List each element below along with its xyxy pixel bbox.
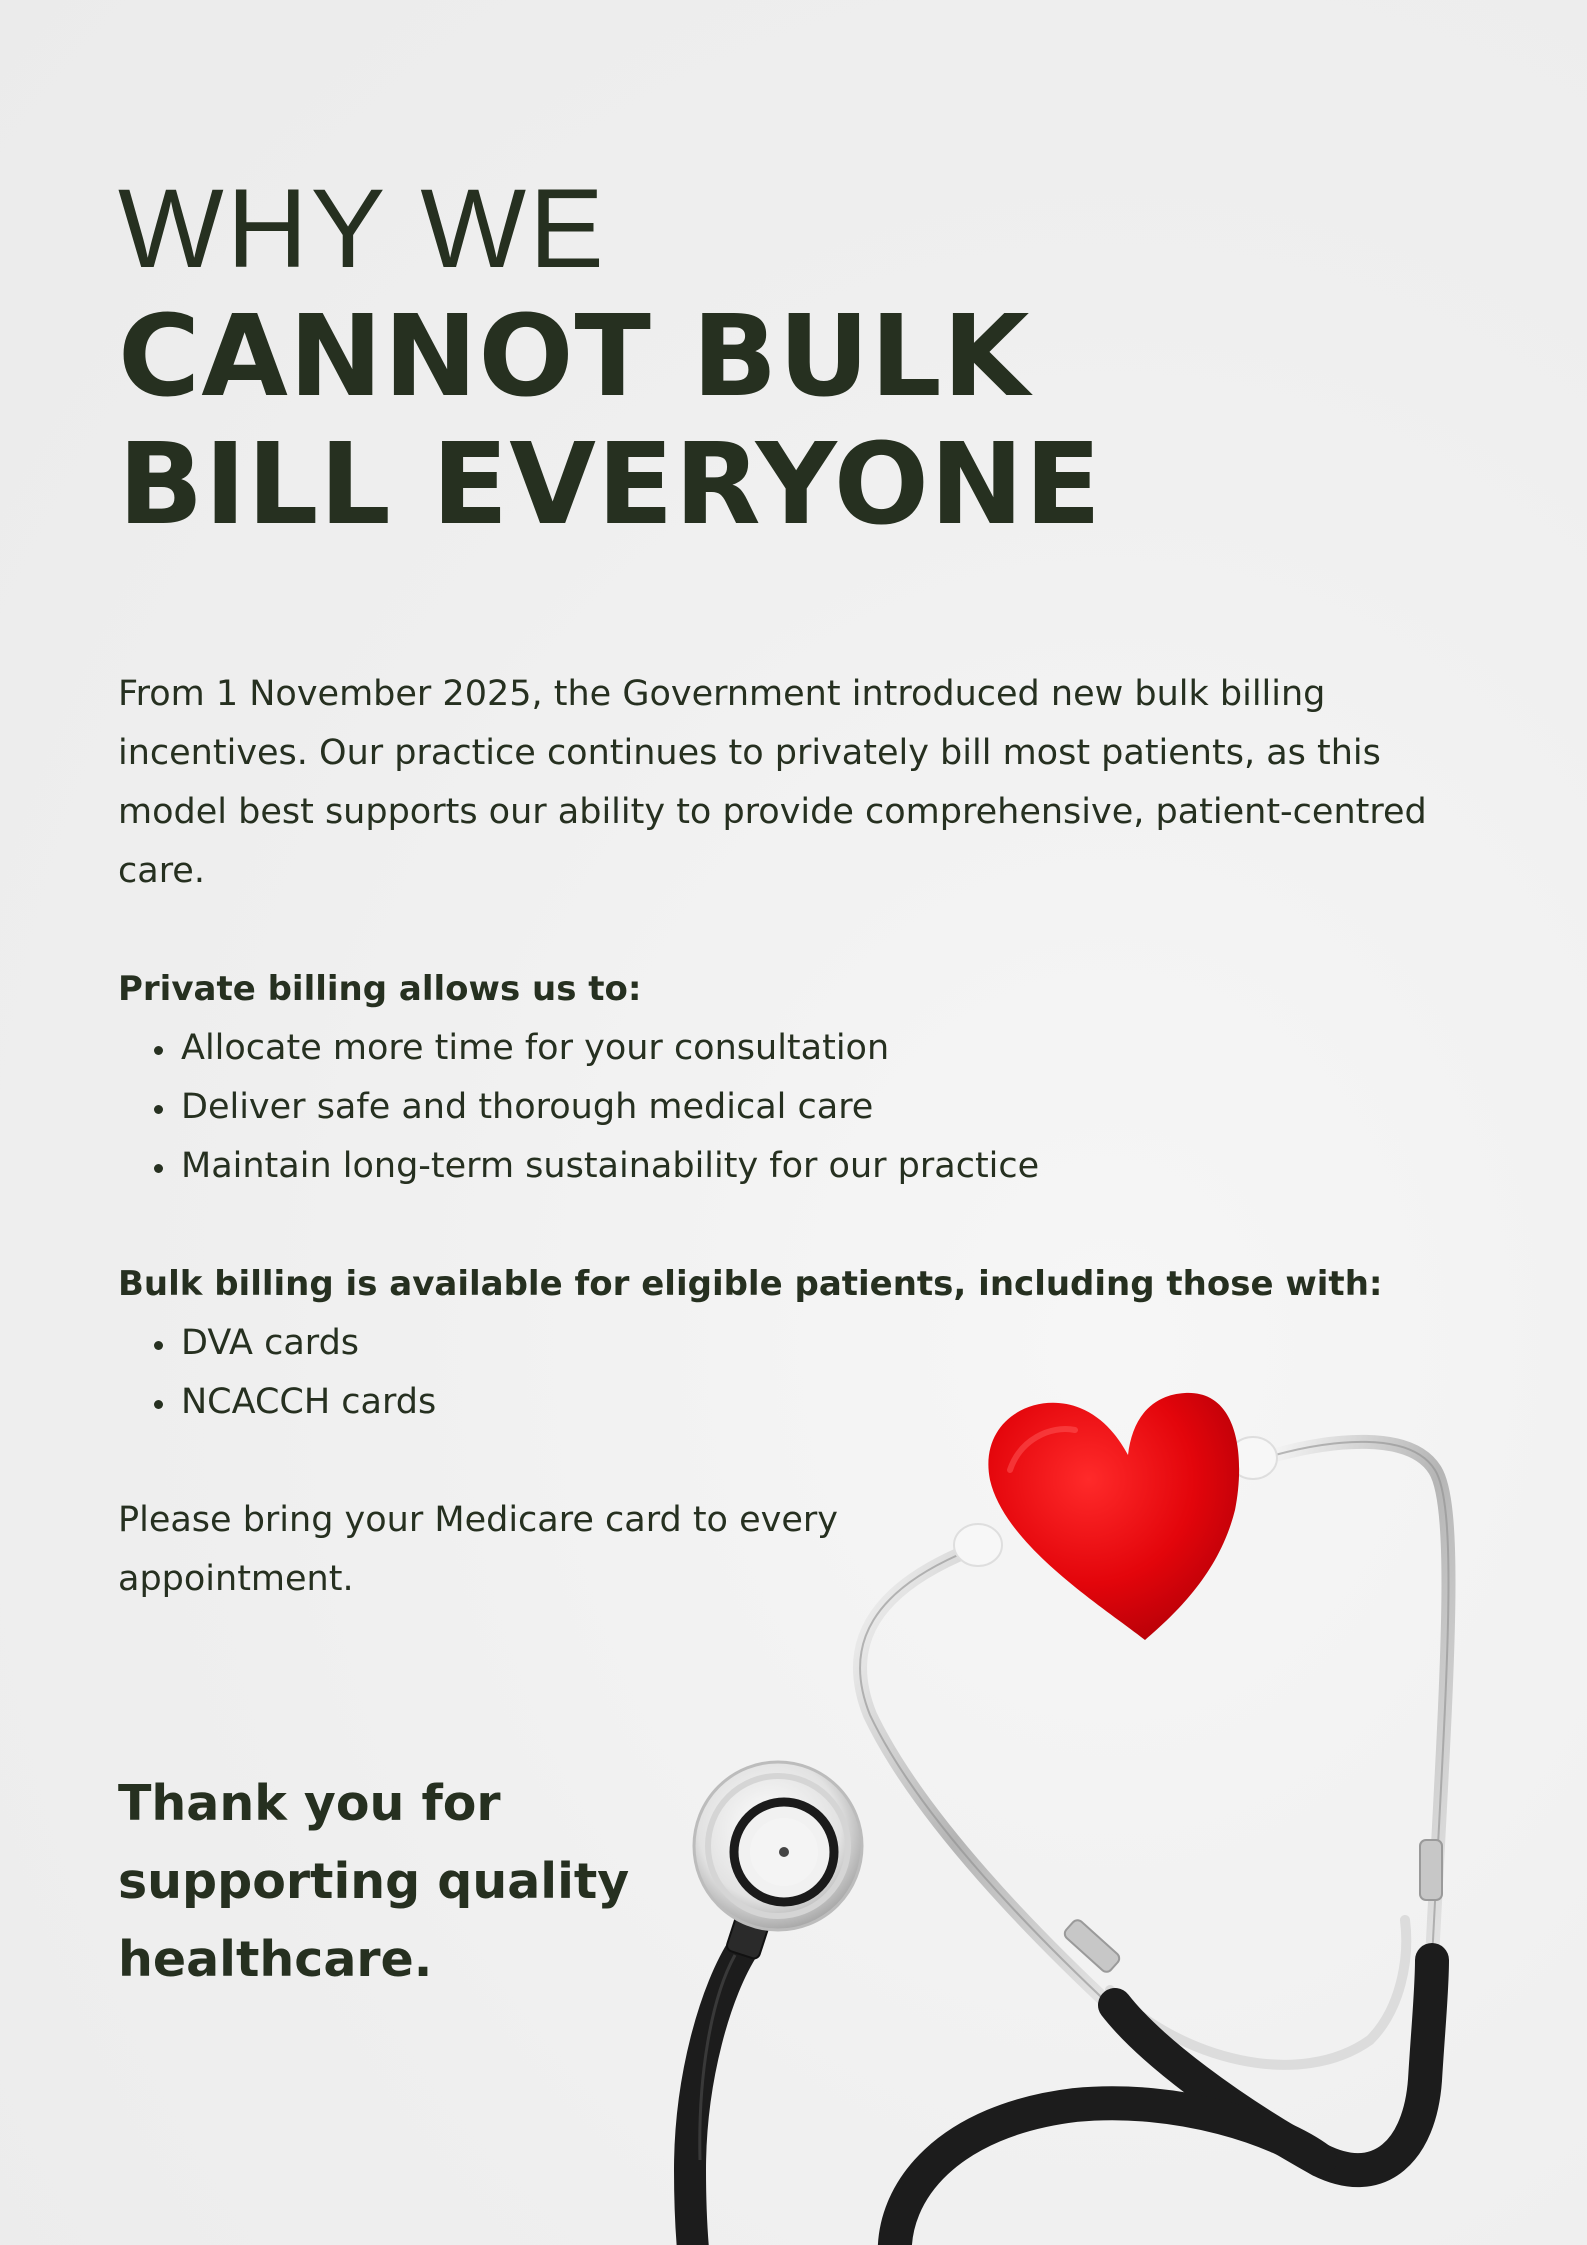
list-item: DVA cards <box>118 1314 436 1373</box>
title-line-why-we: WHY WE <box>118 166 607 291</box>
list-item: Allocate more time for your consultation <box>118 1019 1039 1078</box>
private-billing-heading: Private billing allows us to: <box>118 969 642 1009</box>
list-item: Maintain long-term sustainability for our practice <box>118 1137 1039 1196</box>
medicare-note: Please bring your Medicare card to every appointment. <box>118 1500 838 1599</box>
title-line-bill-everyone: BILL EVERYONE <box>118 420 1103 550</box>
earpiece-left <box>954 1524 1002 1566</box>
list-item: NCACCH cards <box>118 1373 436 1432</box>
thank-you-message: Thank you for supporting quality healthcare. <box>118 1775 630 1988</box>
title-line-cannot-bulk: CANNOT BULK <box>118 292 1031 422</box>
tube-joint <box>1420 1840 1442 1900</box>
bulk-billing-heading: Bulk billing is available for eligible patients, including those with: <box>118 1264 1383 1304</box>
red-heart <box>988 1393 1239 1640</box>
list-item: Deliver safe and thorough medical care <box>118 1078 1039 1137</box>
chestpiece-tubing <box>690 1945 745 2245</box>
intro-paragraph: From 1 November 2025, the Government introduced new bulk billing incentives. Our practice continues to privately bill most patients, as this model best supports our ability to provide comprehensive, patient-centred care. <box>118 674 1427 891</box>
